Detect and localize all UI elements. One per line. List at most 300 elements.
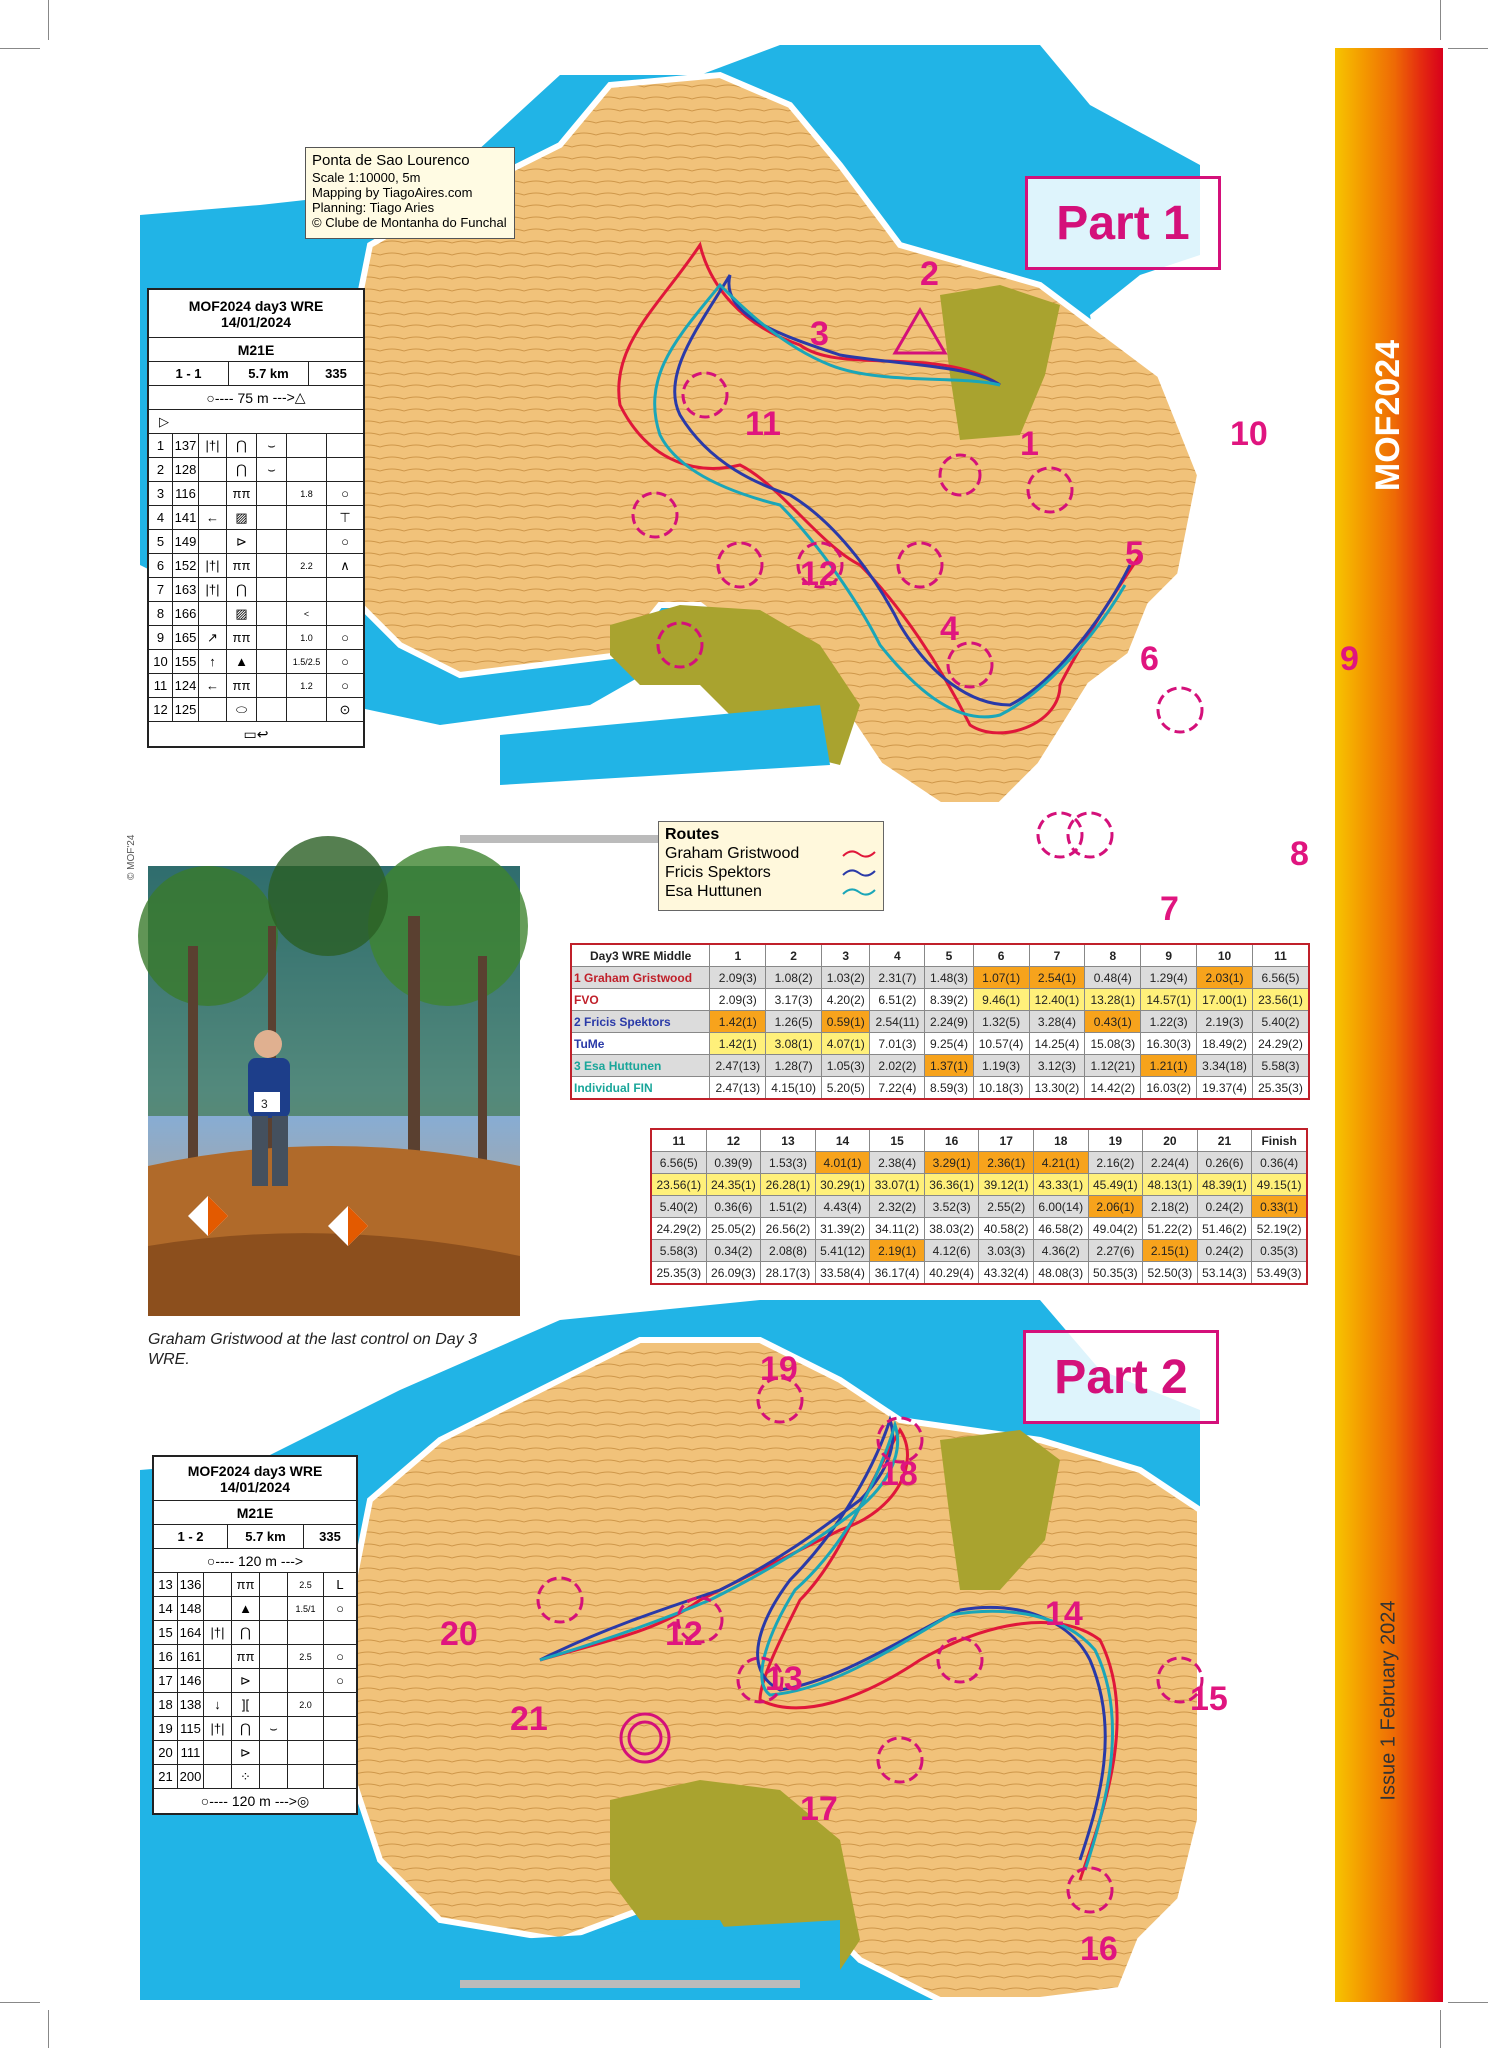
splits-row [651,1196,1307,1218]
desc-cell-e [257,626,287,649]
desc-cell-f: 1.0 [287,626,327,649]
control-number: 13 [765,1660,803,1698]
splits-cell: 14.42(2) [1085,1077,1141,1100]
desc-cell-num: 9 [149,626,173,649]
desc-cell-e [257,554,287,577]
map-mapper: Mapping by TiagoAires.com [312,185,473,200]
desc-cell-e [260,1645,288,1668]
desc-cell-d: ⋂ [227,578,257,601]
desc-cell-e [257,482,287,505]
desc-cell-f [288,1669,324,1692]
splits-cell: 9.25(4) [925,1033,973,1055]
desc-cell-g [324,1765,356,1788]
sidebar-title: MOF2024 [1369,339,1408,491]
desc-cell-code: 166 [173,602,199,625]
desc-cell-d: ▨ [227,506,257,529]
desc-cell-code: 136 [178,1573,204,1596]
splits-cell: 9.46(1) [973,989,1029,1011]
desc-cell-code: 124 [173,674,199,697]
splits-header-row [571,944,1309,967]
desc-control-row [149,578,363,602]
desc-cell-num: 4 [149,506,173,529]
splits-header-cell: 12 [706,1129,761,1152]
desc-cell-d: ⋂ [227,458,257,481]
splits-cell: 4.07(1) [822,1033,870,1055]
desc-climb: 335 [325,366,347,381]
splits-cell: 1.08(2) [766,967,822,989]
splits-cell: 2.09(3) [710,989,766,1011]
splits-cell: 1.28(7) [766,1055,822,1077]
splits-cell: 0.39(9) [706,1152,761,1174]
splits-cell: 2.03(1) [1197,967,1253,989]
desc-cell-d: ππ [227,674,257,697]
splits-cell: 0.59(1) [822,1011,870,1033]
desc-cell-g: L [336,1577,344,1592]
splits-header-cell: 1 [710,944,766,967]
part1-label: Part 1 [1025,176,1221,270]
desc-control-row [149,626,363,650]
desc-header [149,290,363,338]
desc-cell-c: |†| [199,554,227,577]
splits-runner-label: 3 Esa Huttunen [571,1055,710,1077]
desc-cell-c [199,530,227,553]
splits-row [571,1033,1309,1055]
splits-cell: 0.26(6) [1197,1152,1252,1174]
desc-cell-num: 18 [154,1693,178,1716]
splits-cell: 5.40(2) [1252,1011,1309,1033]
splits-cell: 6.51(2) [870,989,925,1011]
desc-date: 14/01/2024 [220,313,292,330]
desc-cell-g [324,1717,356,1740]
splits-cell: 2.06(1) [1088,1196,1143,1218]
desc-class: M21E [149,338,363,362]
splits-row [651,1218,1307,1240]
desc-cell-g [324,1693,356,1716]
desc-cell-code: 163 [173,578,199,601]
photo-credit: © MOF'24 [126,834,137,880]
desc-cell-g [327,458,363,481]
splits-cell: 1.19(3) [973,1055,1029,1077]
legend-item: Graham Gristwood [665,844,877,863]
splits-header-cell: 5 [925,944,973,967]
splits-cell: 3.12(3) [1029,1055,1085,1077]
splits-cell: 0.36(4) [1252,1152,1307,1174]
routes-legend [658,821,884,911]
crop-mark [1440,0,1441,40]
desc-title: MOF2024 day3 WRE [188,297,324,314]
desc-course-info [149,362,363,386]
desc-cell-g: ∧ [340,557,350,573]
splits-header-cell: 11 [1252,944,1309,967]
desc-class: M21E [154,1501,356,1525]
control-number: 21 [510,1700,548,1738]
splits-cell: 1.03(2) [822,967,870,989]
splits-cell: 25.35(3) [651,1262,706,1285]
desc-cell-f [288,1717,324,1740]
splits-cell: 2.02(2) [870,1055,925,1077]
desc-start-distance: ○---- 75 m --->△ [149,386,363,410]
control-number: 16 [1080,1930,1118,1968]
splits-cell: 2.09(3) [710,967,766,989]
splits-cell: 5.58(3) [651,1240,706,1262]
desc-cell-num: 1 [149,434,173,457]
splits-cell: 43.32(4) [979,1262,1034,1285]
desc-leg: 1 - 1 [149,362,229,385]
splits-cell: 50.35(3) [1088,1262,1143,1285]
splits-cell: 6.56(5) [1252,967,1309,989]
desc-cell-c: ↗ [199,626,227,649]
splits-cell: 4.21(1) [1033,1152,1088,1174]
desc-cell-code: 111 [178,1741,204,1764]
desc-finish-distance: ○---- 120 m --->◎ [200,1792,310,1809]
control-number: 8 [1290,835,1309,873]
harbour [500,705,830,785]
desc-cell-d: ⬭ [227,698,257,721]
splits-cell: 1.05(3) [822,1055,870,1077]
map-name: Ponta de Sao Lourenco [312,152,470,169]
desc-control-row [149,554,363,578]
desc-cell-f [287,578,327,601]
desc-climb: 335 [319,1529,341,1544]
splits-cell: 4.36(2) [1033,1240,1088,1262]
desc-cell-num: 3 [149,482,173,505]
desc-cell-g: ○ [341,534,349,549]
desc-cell-g: ○ [341,486,349,501]
splits-cell: 5.40(2) [651,1196,706,1218]
desc-cell-f: 1.5/1 [288,1597,324,1620]
desc-cell-num: 11 [149,674,173,697]
desc-cell-num: 19 [154,1717,178,1740]
splits-cell: 0.43(1) [1085,1011,1141,1033]
desc-cell-num: 17 [154,1669,178,1692]
splits-runner-label: 1 Graham Gristwood [571,967,710,989]
splits-cell: 30.29(1) [815,1174,870,1196]
desc-cell-f: 2.5 [288,1645,324,1668]
splits-row [651,1152,1307,1174]
desc-cell-d: ⊳ [227,530,257,553]
desc-cell-f: 2.2 [287,554,327,577]
splits-cell: 17.00(1) [1197,989,1253,1011]
desc-header [154,1457,356,1501]
splits-row [651,1240,1307,1262]
desc-cell-c [199,458,227,481]
splits-cell: 1.12(21) [1085,1055,1141,1077]
splits-cell: 48.08(3) [1033,1262,1088,1285]
desc-control-row [154,1597,356,1621]
desc-cell-d: ][ [232,1693,260,1716]
desc-cell-d: ππ [227,626,257,649]
desc-control-row [154,1765,356,1789]
desc-cell-c [199,698,227,721]
desc-cell-g: ○ [341,630,349,645]
splits-table-part1 [570,943,1310,1100]
desc-cell-c [204,1597,232,1620]
splits-runner-label: TuMe [571,1033,710,1055]
desc-cell-e [260,1765,288,1788]
desc-cell-code: 128 [173,458,199,481]
desc-cell-g: ○ [341,654,349,669]
control-number: 11 [745,405,781,443]
desc-cell-num: 15 [154,1621,178,1644]
control-description-part2 [152,1455,358,1815]
splits-cell: 25.35(3) [1252,1077,1309,1100]
splits-cell: 49.04(2) [1088,1218,1143,1240]
splits-header-cell: 4 [870,944,925,967]
splits-cell: 0.35(3) [1252,1240,1307,1262]
legend-title: Routes [665,826,720,843]
splits-cell: 2.27(6) [1088,1240,1143,1262]
splits-cell: 38.03(2) [924,1218,979,1240]
desc-cell-code: 115 [178,1717,204,1740]
desc-cell-c [204,1669,232,1692]
splits-row [651,1174,1307,1196]
desc-cell-code: 141 [173,506,199,529]
desc-cell-code: 164 [178,1621,204,1644]
splits-row [571,1077,1309,1100]
desc-cell-e [260,1597,288,1620]
splits-cell: 26.28(1) [761,1174,816,1196]
splits-cell: 6.00(14) [1033,1196,1088,1218]
desc-cell-code: 146 [178,1669,204,1692]
desc-cell-f [287,506,327,529]
desc-cell-e: ⌣ [260,1717,288,1740]
control-number: 9 [1340,640,1359,678]
splits-cell: 2.47(13) [710,1055,766,1077]
desc-cell-code: 155 [173,650,199,673]
splits-cell: 1.21(1) [1141,1055,1197,1077]
crop-mark [1440,2010,1441,2048]
splits-cell: 2.24(9) [925,1011,973,1033]
desc-cell-e [257,602,287,625]
splits-cell: 4.43(4) [815,1196,870,1218]
splits-cell: 2.08(8) [761,1240,816,1262]
splits-cell: 6.56(5) [651,1152,706,1174]
splits-header-cell: 11 [651,1129,706,1152]
desc-cell-e: ⌣ [257,434,287,457]
desc-cell-e [257,506,287,529]
control-number: 12 [800,555,838,593]
splits-cell: 49.15(1) [1252,1174,1307,1196]
splits-cell: 2.36(1) [979,1152,1034,1174]
splits-cell: 2.31(7) [870,967,925,989]
crop-mark [0,2002,40,2003]
desc-cell-num: 20 [154,1741,178,1764]
splits-cell: 4.12(6) [924,1240,979,1262]
desc-cell-code: 200 [178,1765,204,1788]
desc-cell-e: ⌣ [257,458,287,481]
desc-cell-c: |†| [199,434,227,457]
splits-cell: 10.57(4) [973,1033,1029,1055]
splits-cell: 1.07(1) [973,967,1029,989]
splits-cell: 24.29(2) [1252,1033,1309,1055]
desc-control-row [149,530,363,554]
desc-control-row [149,458,363,482]
desc-cell-e [260,1741,288,1764]
splits-cell: 2.24(4) [1143,1152,1198,1174]
splits-cell: 8.59(3) [925,1077,973,1100]
splits-header-cell: 21 [1197,1129,1252,1152]
splits-cell: 7.22(4) [870,1077,925,1100]
desc-cell-g [324,1621,356,1644]
splits-cell: 15.08(3) [1085,1033,1141,1055]
desc-cell-num: 6 [149,554,173,577]
photo-caption: Graham Gristwood at the last control on Day 3 WRE. [148,1331,478,1368]
desc-start-row: ▷ [149,410,363,434]
desc-cell-c: |†| [204,1717,232,1740]
desc-cell-d: ⋂ [232,1717,260,1740]
desc-leg: 1 - 2 [154,1525,228,1548]
splits-cell: 1.32(5) [973,1011,1029,1033]
control-number: 20 [440,1615,478,1653]
desc-cell-d: ππ [227,482,257,505]
desc-course-info [154,1525,356,1549]
desc-cell-e [257,698,287,721]
control-number: 18 [880,1455,918,1493]
splits-cell: 1.26(5) [766,1011,822,1033]
desc-cell-g: ⊤ [339,509,351,525]
control-number: 12 [665,1615,703,1653]
desc-cell-f [287,434,327,457]
splits-cell: 52.50(3) [1143,1262,1198,1285]
control-number: 14 [1045,1595,1083,1633]
splits-cell: 28.17(3) [761,1262,816,1285]
desc-cell-code: 152 [173,554,199,577]
desc-cell-c [199,482,227,505]
sidebar-issue: Issue 1 February 2024 [1377,1599,1400,1801]
splits-runner-label: FVO [571,989,710,1011]
splits-cell: 1.29(4) [1141,967,1197,989]
desc-cell-c: ← [199,674,227,697]
control-number: 5 [1125,535,1144,573]
splits-header-cell: 13 [761,1129,816,1152]
desc-cell-g: ⊙ [339,701,351,717]
splits-header-cell: 8 [1085,944,1141,967]
splits-header-cell: 16 [924,1129,979,1152]
map-planner: Planning: Tiago Aries [312,200,435,215]
desc-cell-c [204,1765,232,1788]
desc-cell-num: 7 [149,578,173,601]
desc-cell-num: 8 [149,602,173,625]
splits-cell: 46.58(2) [1033,1218,1088,1240]
splits-cell: 2.32(2) [870,1196,925,1218]
desc-cell-e [260,1669,288,1692]
desc-cell-code: 148 [178,1597,204,1620]
map-info-box [305,147,515,239]
splits-cell: 34.11(2) [870,1218,925,1240]
desc-cell-g [327,578,363,601]
splits-cell: 45.49(1) [1088,1174,1143,1196]
control-description-part1 [147,288,365,748]
splits-cell: 2.16(2) [1088,1152,1143,1174]
desc-cell-c: |†| [204,1621,232,1644]
desc-cell-code: 161 [178,1645,204,1668]
desc-control-row [149,506,363,530]
desc-cell-num: 5 [149,530,173,553]
desc-cell-d: ⊳ [232,1741,260,1764]
splits-header-cell: 14 [815,1129,870,1152]
desc-cell-e [257,530,287,553]
splits-row [571,967,1309,989]
desc-cell-d: ⋂ [227,434,257,457]
desc-length: 5.7 km [228,1525,304,1548]
splits-cell: 14.25(4) [1029,1033,1085,1055]
splits-cell: 33.07(1) [870,1174,925,1196]
desc-control-row [149,698,363,722]
splits-cell: 2.54(1) [1029,967,1085,989]
splits-header-cell: 20 [1143,1129,1198,1152]
crop-mark [48,0,49,40]
splits-cell: 43.33(1) [1033,1174,1088,1196]
splits-cell: 14.57(1) [1141,989,1197,1011]
desc-cell-e [257,650,287,673]
desc-finish-row: ▭↩ [243,725,269,742]
splits-cell: 3.03(3) [979,1240,1034,1262]
splits-header-cell: 19 [1088,1129,1143,1152]
splits-cell: 5.58(3) [1252,1055,1309,1077]
splits-cell: 2.15(1) [1143,1240,1198,1262]
desc-cell-f: 2.5 [288,1573,324,1596]
desc-control-row [149,674,363,698]
runner-bib-number: 3 [261,1097,268,1111]
desc-cell-code: 116 [173,482,199,505]
splits-cell: 3.08(1) [766,1033,822,1055]
desc-control-row [154,1693,356,1717]
desc-cell-c [204,1573,232,1596]
control-number: 7 [1160,890,1179,928]
splits-cell: 2.47(13) [710,1077,766,1100]
splits-cell: 13.30(2) [1029,1077,1085,1100]
splits-cell: 51.46(2) [1197,1218,1252,1240]
desc-cell-f: 1.5/2.5 [287,650,327,673]
legend-item: Fricis Spektors [665,863,877,882]
splits-cell: 1.53(3) [761,1152,816,1174]
desc-cell-f [287,698,327,721]
splits-row [571,1011,1309,1033]
splits-cell: 16.03(2) [1141,1077,1197,1100]
control-number: 15 [1190,1680,1228,1718]
desc-cell-d: ππ [232,1645,260,1668]
desc-cell-e [260,1693,288,1716]
desc-control-row [149,482,363,506]
splits-cell: 23.56(1) [651,1174,706,1196]
splits-cell: 39.12(1) [979,1174,1034,1196]
desc-cell-code: 165 [173,626,199,649]
desc-cell-num: 16 [154,1645,178,1668]
part2-label: Part 2 [1023,1330,1219,1424]
splits-cell: 23.56(1) [1252,989,1309,1011]
desc-cell-g [327,602,363,625]
desc-cell-c [199,602,227,625]
desc-title: MOF2024 day3 WRE [187,1462,323,1479]
splits-runner-label: Individual FIN [571,1077,710,1100]
splits-header-cell: 9 [1141,944,1197,967]
map-scale: Scale 1:10000, 5m [312,170,421,185]
desc-cell-d: ⊳ [232,1669,260,1692]
desc-cell-code: 125 [173,698,199,721]
desc-cell-d: ⋂ [232,1621,260,1644]
desc-cell-g [327,434,363,457]
desc-cell-g: ○ [336,1601,344,1616]
desc-cell-g: ○ [336,1649,344,1664]
splits-cell: 2.54(11) [870,1011,925,1033]
splits-cell: 4.15(10) [766,1077,822,1100]
splits-cell: 36.36(1) [924,1174,979,1196]
desc-cell-d: ▲ [232,1597,260,1620]
desc-date: 14/01/2024 [219,1478,291,1495]
splits-cell: 26.56(2) [761,1218,816,1240]
legend-item: Esa Huttunen [665,882,877,901]
splits-cell: 16.30(3) [1141,1033,1197,1055]
